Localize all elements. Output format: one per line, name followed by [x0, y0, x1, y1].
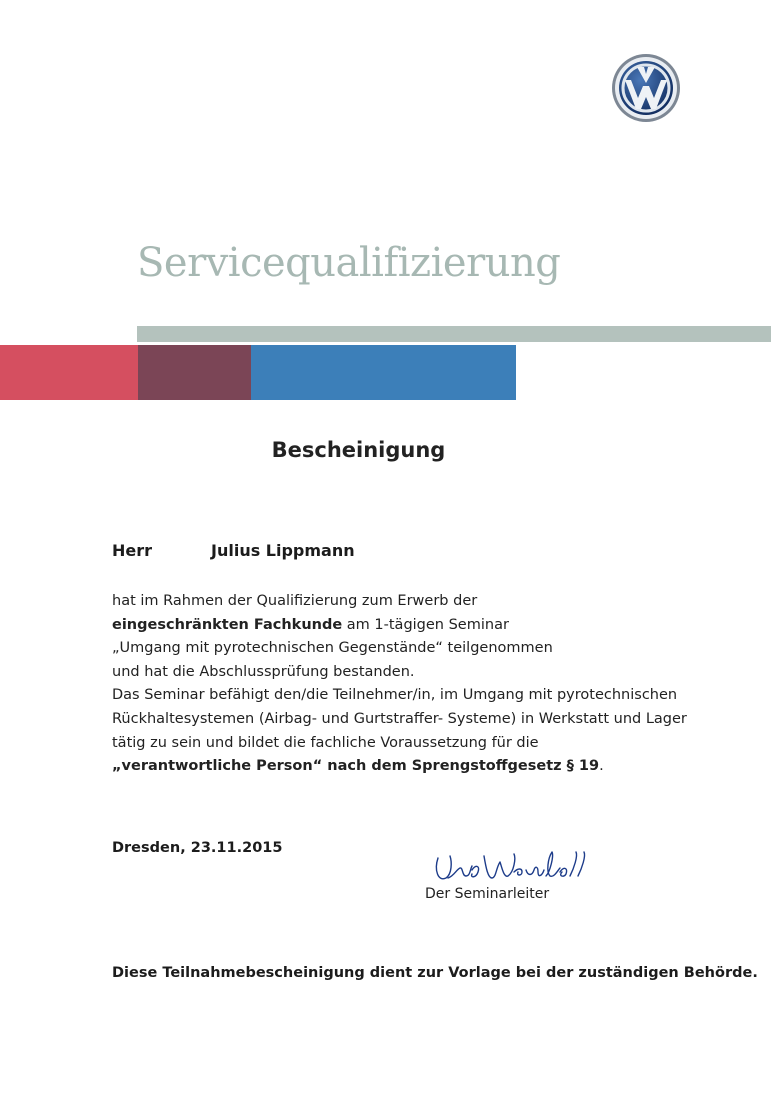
body-line-8	[112, 755, 732, 779]
decorative-band-blue	[251, 345, 516, 400]
program-headline: Servicequalifizierung	[137, 240, 561, 286]
body-line-8-bold: „verantwortliche Person“ nach dem Sprengstoffgesetz § 19	[112, 758, 600, 775]
body-line-2	[112, 614, 732, 638]
certificate-body	[112, 590, 732, 779]
body-line-6: Rückhaltesystemen (Airbag- und Gurtstraffer- Systeme) in Werkstatt und Lager	[112, 710, 687, 727]
body-line-8-rest: .	[599, 758, 604, 775]
handwritten-signature	[432, 848, 592, 890]
recipient-salutation: Herr	[112, 541, 153, 560]
body-line-2-rest: am 1-tägigen Seminar	[342, 616, 509, 633]
footer-note: Diese Teilnahmebescheinigung dient zur Vorlage bei der zuständigen Behörde.	[112, 965, 758, 981]
body-line-4: und hat die Abschlussprüfung bestanden.	[112, 663, 415, 680]
body-line-3: „Umgang mit pyrotechnischen Gegenstände“ teilgenommen	[112, 640, 553, 657]
certificate-title: Bescheinigung	[271, 438, 446, 462]
decorative-band-mauve	[138, 345, 251, 400]
decorative-band-red	[0, 345, 138, 400]
body-line-1: hat im Rahmen der Qualifizierung zum Erwerb der	[112, 593, 478, 609]
volkswagen-logo-icon	[611, 53, 681, 123]
place-and-date: Dresden, 23.11.2015	[112, 840, 283, 856]
decorative-band-gray	[137, 326, 771, 342]
body-line-5: Das Seminar befähigt den/die Teilnehmer/in, im Umgang mit pyrotechnischen	[112, 687, 678, 704]
body-line-7: tätig zu sein und bildet die fachliche Voraussetzung für die	[112, 734, 539, 751]
signature-caption: Der Seminarleiter	[425, 886, 550, 902]
body-line-2-bold: eingeschränkten Fachkunde	[112, 616, 343, 633]
recipient-name: Julius Lippmann	[211, 541, 355, 560]
